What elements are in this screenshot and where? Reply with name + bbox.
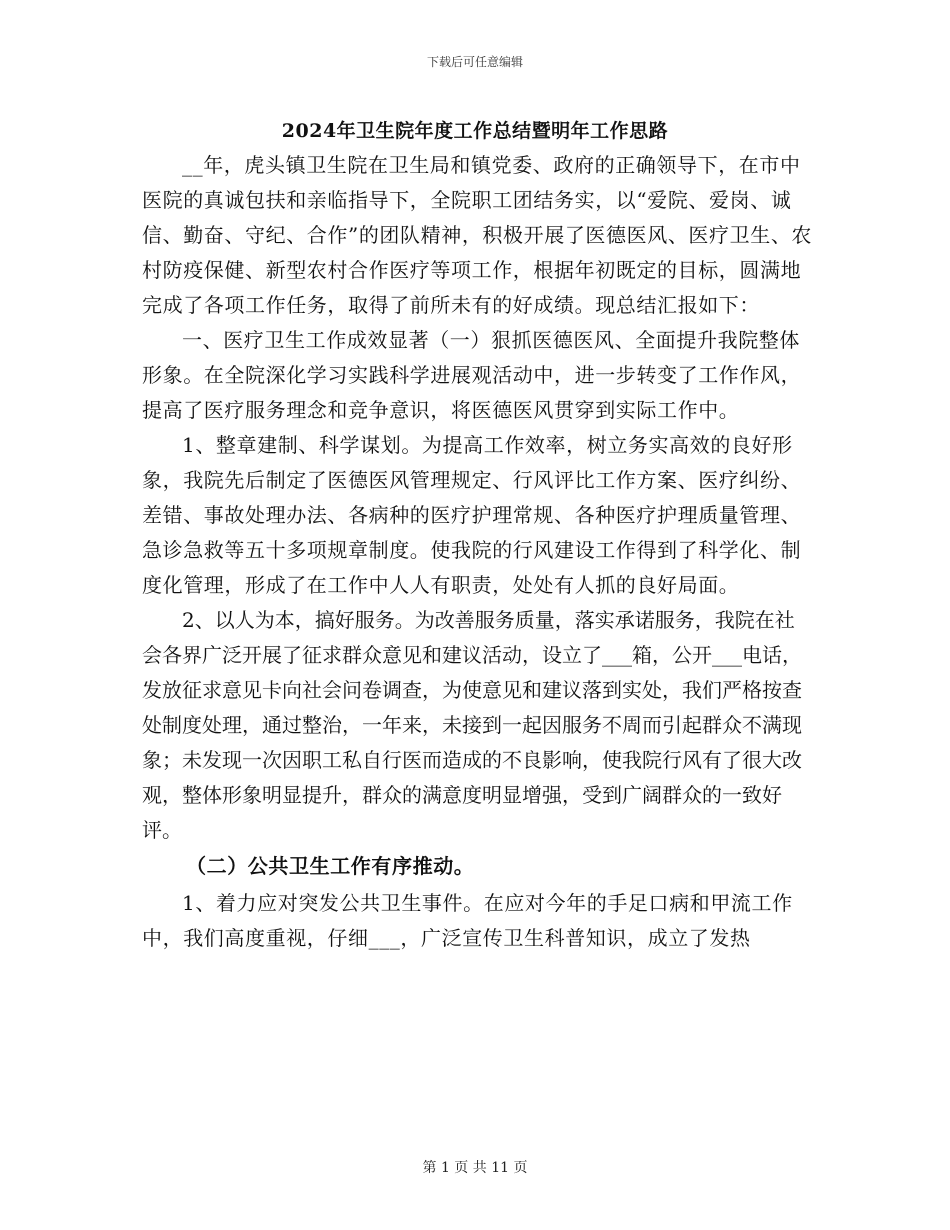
paragraph-item-two: 2、以人为本，搞好服务。为改善服务质量，落实承诺服务，我院在社会各界广泛开展了征求群众意见和建议活动，设立了___箱，公开___电话，发放征求意见卡向社会问卷调查，为使意见和建议落到实处，我们严格按查处制度处理，通过整治，一年来，未接到一起因服务不周而引起群众不满现象；未发现一次因职工私自行医而造成的不良影响，使我院行风有了很大改观，整体形象明显提升，群众的满意度明显增强，受到广阔群众的一致好评。: [142, 608, 802, 842]
document-body: [142, 148, 814, 956]
paragraph-public-health-item-one: 1、着力应对突发公共卫生事件。在应对今年的手足口病和甲流工作中，我们高度重视，仔细___，广泛宣传卫生科普知识，成立了发热: [142, 891, 793, 950]
paragraph-item-one: 1、整章建制、科学谋划。为提高工作效率，树立务实高效的良好形象，我院先后制定了医德医风管理规定、行风评比工作方案、医疗纠纷、差错、事故处理办法、各病种的医疗护理常规、各种医疗护理质量管理、急诊急救等五十多项规章制度。使我院的行风建设工作得到了科学化、制度化管理，形成了在工作中人人有职责，处处有人抓的良好局面。: [142, 433, 802, 597]
document-title: 2024年卫生院年度工作总结暨明年工作思路: [281, 120, 669, 142]
paragraph-section-one: 一、医疗卫生工作成效显著（一）狠抓医德医风、全面提升我院整体形象。在全院深化学习实践科学进展观活动中，进一步转变了工作作风，提高了医疗服务理念和竞争意识，将医德医风贯穿到实际工作中。: [142, 328, 802, 422]
page-footer-page-indicator: 第 1 页 共 11 页: [422, 1160, 528, 1176]
paragraph-intro: __年，虎头镇卫生院在卫生局和镇党委、政府的正确领导下，在市中医院的真诚包扶和亲临指导下，全院职工团结务实，以“爱院、爱岗、诚信、勤奋、守纪、合作”的团队精神，积极开展了医德医风、医疗卫生、农村防疫保健、新型农村合作医疗等项工作，根据年初既定的目标，圆满地完成了各项工作任务，取得了前所未有的好成绩。现总结汇报如下：: [142, 153, 813, 317]
section-subheading: （二）公共卫生工作有序推动。: [186, 854, 475, 878]
page-header-note: 下载后可任意编辑: [426, 55, 523, 69]
